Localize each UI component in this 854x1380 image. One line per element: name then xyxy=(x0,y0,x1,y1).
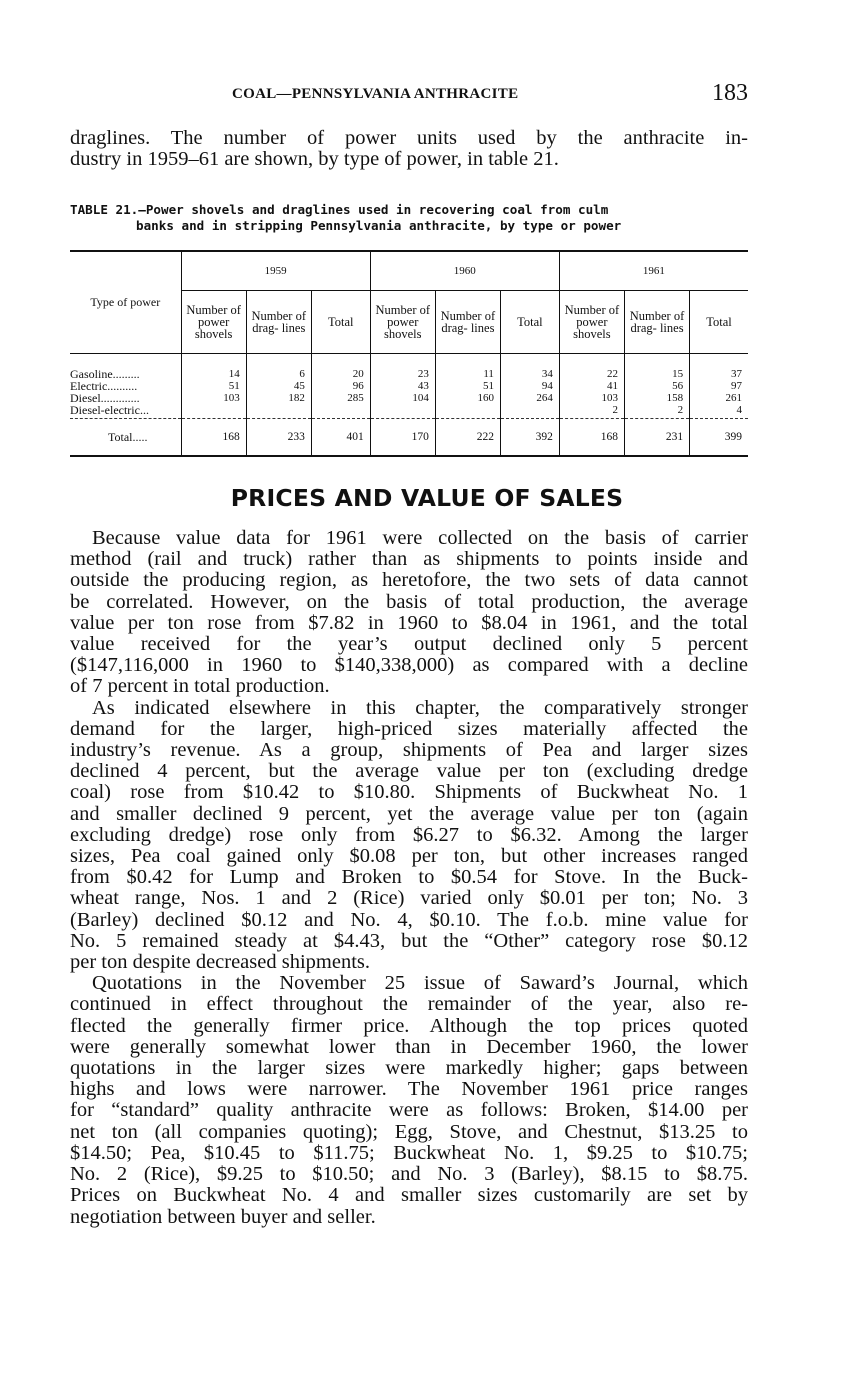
table-cell: 15 xyxy=(624,354,689,381)
body-text xyxy=(70,528,748,1228)
column-header-type: Type of power xyxy=(90,295,161,309)
table-cell: 2 xyxy=(624,404,689,419)
text-line: sizes, Pea coal gained only $0.08 per ton, but other increases ranged xyxy=(70,845,748,868)
table-caption-line: TABLE 21.—Power shovels and draglines used in recovering coal from culm xyxy=(70,202,609,217)
column-header-year: 1960 xyxy=(370,251,559,291)
text-line: for “standard” quality anthracite were as follows: Broken, $14.00 per xyxy=(70,1099,748,1122)
table-cell: 56 xyxy=(624,380,689,392)
table-cell: 160 xyxy=(435,392,500,404)
text-line: and smaller declined 9 percent, yet the average value per ton (again xyxy=(70,802,748,825)
table-cell: 103 xyxy=(559,392,624,404)
text-line: of 7 percent in total production. xyxy=(70,675,330,698)
text-line: demand for the larger, high-priced sizes materially affected the xyxy=(70,717,748,740)
table-cell: 14 xyxy=(181,354,246,381)
column-subheader: Number of drag- lines xyxy=(246,291,311,354)
text-line: flected the generally firmer price. Although the top prices quoted xyxy=(70,1014,748,1037)
table-cell: 37 xyxy=(690,354,748,381)
section-heading: PRICES AND VALUE OF SALES xyxy=(230,484,624,512)
table-row xyxy=(70,380,748,392)
table-cell: 231 xyxy=(624,419,689,457)
table-cell: 399 xyxy=(690,419,748,457)
text-line: No. 5 remained steady at $4.43, but the “Other” category rose $0.12 xyxy=(70,929,748,952)
table-row xyxy=(70,354,748,381)
table-cell: 6 xyxy=(246,354,311,381)
table-cell: 51 xyxy=(435,380,500,392)
table-cell: 20 xyxy=(311,354,370,381)
table-cell: 168 xyxy=(559,419,624,457)
table-cell: 11 xyxy=(435,354,500,381)
table-cell: 103 xyxy=(181,392,246,404)
text-line: $14.50; Pea, $10.45 to $11.75; Buckwheat No. 1, $9.25 to $10.75; xyxy=(70,1141,748,1164)
table-total-row xyxy=(70,419,748,457)
table-cell: 43 xyxy=(370,380,435,392)
table-cell: 97 xyxy=(690,380,748,392)
running-header xyxy=(70,80,748,108)
text-line: method (rail and truck) rather than as shipments to points inside and xyxy=(70,548,748,571)
row-label: Diesel............. xyxy=(70,391,140,405)
table-cell: 233 xyxy=(246,419,311,457)
text-line: negotiation between buyer and seller. xyxy=(70,1205,376,1228)
table-cell: 51 xyxy=(181,380,246,392)
table-cell: 285 xyxy=(311,392,370,404)
table-cell: 96 xyxy=(311,380,370,392)
table-cell xyxy=(246,404,311,419)
text-line: No. 2 (Rice), $9.25 to $10.50; and No. 3 (Barley), $8.15 to $8.75. xyxy=(70,1163,748,1186)
row-label: Gasoline......... xyxy=(70,354,181,381)
table-caption xyxy=(70,202,748,234)
table-cell: 170 xyxy=(370,419,435,457)
column-subheader: Number of drag- lines xyxy=(624,291,689,354)
text-line: dustry in 1959–61 are shown, by type of power, in table 21. xyxy=(70,148,559,170)
text-line: industry’s revenue. As a group, shipments of Pea and larger sizes xyxy=(70,739,748,762)
text-line: Because value data for 1961 were collected on the basis of carrier xyxy=(92,527,748,549)
column-subheader: Number of power shovels xyxy=(370,291,435,354)
row-label: Total..... xyxy=(108,429,148,444)
table-cell: 158 xyxy=(624,392,689,404)
column-subheader: Total xyxy=(690,291,748,354)
text-line: be correlated. However, on the basis of total production, the average xyxy=(70,590,748,613)
text-line: Prices on Buckwheat No. 4 and smaller sizes customarily are set by xyxy=(70,1184,748,1207)
table-cell xyxy=(500,404,559,419)
table-cell xyxy=(435,404,500,419)
table-cell: 104 xyxy=(370,392,435,404)
column-header-year: 1961 xyxy=(559,251,748,291)
text-line: from $0.42 for Lump and Broken to $0.54 for Stove. In the Buck- xyxy=(70,866,748,889)
text-line: wheat range, Nos. 1 and 2 (Rice) varied only $0.01 per ton; No. 3 xyxy=(70,887,748,910)
table-cell: 34 xyxy=(500,354,559,381)
table-cell: 392 xyxy=(500,419,559,457)
row-label: Diesel-electric... xyxy=(70,404,181,419)
table-cell: 41 xyxy=(559,380,624,392)
column-subheader: Number of drag- lines xyxy=(435,291,500,354)
text-line: outside the producing region, as heretofore, the two sets of data cannot xyxy=(70,569,748,592)
text-line: highs and lows were narrower. The November 1961 price ranges xyxy=(70,1078,748,1101)
text-line: continued in effect throughout the remainder of the year, also re- xyxy=(70,993,748,1016)
table-cell: 2 xyxy=(559,404,624,419)
text-line: quotations in the larger sizes were markedly higher; gaps between xyxy=(70,1057,748,1080)
text-line: draglines. The number of power units used by the anthracite in- xyxy=(70,127,748,149)
table-cell: 94 xyxy=(500,380,559,392)
text-line: ($147,116,000 in 1960 to $140,338,000) as compared with a decline xyxy=(70,654,748,677)
data-table xyxy=(70,250,748,457)
table-cell: 264 xyxy=(500,392,559,404)
text-line: Quotations in the November 25 issue of Saward’s Journal, which xyxy=(92,972,748,995)
text-line: per ton despite decreased shipments. xyxy=(70,951,371,974)
text-line: were generally somewhat lower than in December 1960, the lower xyxy=(70,1035,748,1058)
text-line: net ton (all companies quoting); Egg, Stove, and Chestnut, $13.25 to xyxy=(70,1120,748,1143)
table-cell xyxy=(181,404,246,419)
column-header-year: 1959 xyxy=(181,251,370,291)
table-cell: 401 xyxy=(311,419,370,457)
column-subheader: Number of power shovels xyxy=(181,291,246,354)
table-cell: 182 xyxy=(246,392,311,404)
table-cell xyxy=(370,404,435,419)
table-cell: 222 xyxy=(435,419,500,457)
column-subheader: Number of power shovels xyxy=(559,291,624,354)
table-row xyxy=(70,404,748,419)
text-line: coal) rose from $10.42 to $10.80. Shipments of Buckwheat No. 1 xyxy=(70,781,748,804)
table-cell: 168 xyxy=(181,419,246,457)
table-cell: 261 xyxy=(690,392,748,404)
page-number: 183 xyxy=(712,80,748,106)
column-subheader: Total xyxy=(500,291,559,354)
table-cell: 4 xyxy=(690,404,748,419)
text-line: value received for the year’s output declined only 5 percent xyxy=(70,633,748,656)
row-label: Electric.......... xyxy=(70,379,138,393)
text-line: declined 4 percent, but the average value per ton (excluding dredge xyxy=(70,760,748,783)
text-line: As indicated elsewhere in this chapter, the comparatively stronger xyxy=(92,696,748,719)
table-cell: 23 xyxy=(370,354,435,381)
table-cell: 45 xyxy=(246,380,311,392)
text-line: (Barley) declined $0.12 and No. 4, $0.10. The f.o.b. mine value for xyxy=(70,908,748,931)
column-subheader: Total xyxy=(311,291,370,354)
text-line: excluding dredge) rose only from $6.27 to $6.32. Among the larger xyxy=(70,823,748,846)
table-row xyxy=(70,392,748,404)
table-cell: 22 xyxy=(559,354,624,381)
table-cell xyxy=(311,404,370,419)
table-caption-line: banks and in stripping Pennsylvania anthracite, by type or power xyxy=(136,218,622,233)
intro-paragraph xyxy=(70,128,748,170)
running-title: COAL—PENNSYLVANIA ANTHRACITE xyxy=(232,86,519,102)
text-line: value per ton rose from $7.82 in 1960 to $8.04 in 1961, and the total xyxy=(70,611,748,634)
